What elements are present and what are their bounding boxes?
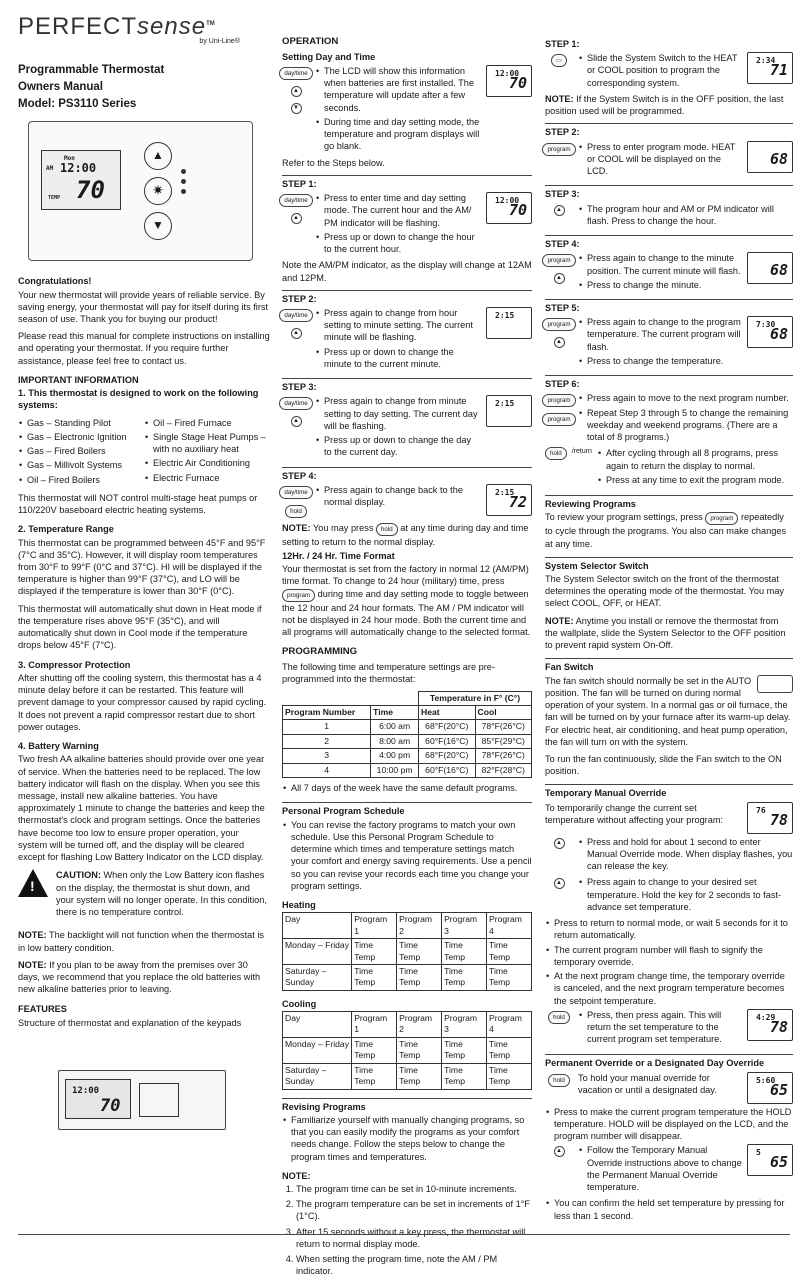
range-p1: This thermostat can be programmed between 45°F and 95°F (7°C and 35°C). However, it will display room temperatures from 30°F to 99°F (0°C and 37°C). HI will be displayed if the temperature is higher than 99°F (37°C), and LO will be displayed if the temperature is lower than 30°F (0°C). bbox=[18, 537, 266, 597]
table-cell: Time Temp bbox=[442, 964, 487, 990]
programming-head: PROGRAMMING bbox=[282, 646, 358, 658]
program-key-icon: program bbox=[705, 512, 738, 525]
temp-list: • Press to return to normal mode, or wait 5 seconds for it to return automatically. • The current program number will flash to signify the temporary override. • At the next program change time, the temporary override is canceled, and the next program temperature becomes the setpoint temperature. bbox=[545, 917, 793, 1007]
list-item: 2. The program temperature can be set in increments of 1°F (1°C). bbox=[296, 1198, 532, 1222]
table-header: Time bbox=[371, 706, 419, 720]
revising-list bbox=[282, 1183, 532, 1278]
lcd-display-icon: 2:34 71 bbox=[747, 52, 793, 84]
cooling-schedule-table bbox=[282, 1011, 532, 1090]
up-arrow-icon: ▲ bbox=[291, 86, 302, 97]
lcd-display-icon: 5:60 65 bbox=[747, 1072, 793, 1104]
op-step3-row: day/time ▲ • Press again to change from minute setting to day setting. The current day will be flashing. • Press up or down to change the day to the current day. 2:15 bbox=[282, 395, 532, 460]
op-step1-row: day/time ▲ • Press to enter time and day setting mode. The current hour and the AM/ PM indicator will be flashing. • Press up or down to change the hour to the current hour. 12:00 70 bbox=[282, 192, 532, 257]
table-cell: 4:00 pm bbox=[371, 749, 419, 763]
prog-step5-head: STEP 5: bbox=[545, 299, 793, 314]
table-header: Program 1 bbox=[352, 1012, 397, 1038]
temp-row2: ▲ • Press again to change to your desired set temperature. Hold the key for 2 seconds to fast-advance set temperature. bbox=[545, 876, 793, 915]
range-p2: This thermostat will automatically shut down in Heat mode if the temperature rises above 95°F (35°C), and will automatically shut down in Cool mode if the temperature drops below 45°F (7°C). bbox=[18, 603, 262, 651]
op-step2-row: day/time ▲ • Press again to change from hour setting to minute setting. The current minute will be flashing. • Press up or down to change the minute to the current minute. 2:15 bbox=[282, 307, 532, 372]
operation-row: day/time ▲ ▼ • The LCD will show this information when batteries are first installed. The temperature will update after a few seconds. • During time and day setting mode, the temperature and program displays will go blank. 12:00 70 bbox=[282, 65, 532, 155]
prog-step4-row: program ▲ • Press again to change to the minute position. The current minute will flash. • Press to change the minute. 68 bbox=[545, 252, 793, 293]
heating-head: Heating bbox=[282, 900, 316, 911]
lcd-display-icon: 2:15 bbox=[486, 307, 532, 339]
features-head: FEATURES bbox=[18, 1004, 67, 1015]
diagram-lcd: 12:00 70 bbox=[65, 1079, 131, 1119]
op-step3-head: STEP 3: bbox=[282, 378, 532, 393]
fan-head: Fan Switch bbox=[545, 658, 793, 673]
table-cell: Time Temp bbox=[487, 1037, 532, 1063]
table-cell: 68°F(20°C) bbox=[419, 720, 475, 734]
system-switch-icon: ▭ bbox=[551, 54, 567, 67]
table-cell: Time Temp bbox=[442, 1063, 487, 1089]
table-cell: Time Temp bbox=[397, 1063, 442, 1089]
updown-arrow-icon: ▲ bbox=[554, 273, 565, 284]
selector-p: The System Selector switch on the front of the thermostat determines the operating mode of the thermostat. You may select COOL, OFF, or HEAT. bbox=[545, 573, 785, 609]
lcd-display-icon: 2:15 72 bbox=[486, 484, 532, 516]
lcd-display-icon: 76 78 bbox=[747, 802, 793, 834]
revising-note: NOTE: bbox=[282, 1170, 311, 1181]
updown-arrow-icon: ▲ bbox=[554, 337, 565, 348]
table-cell: Saturday – Sunday bbox=[283, 964, 352, 990]
congrats-head: Congratulations! bbox=[18, 276, 92, 287]
table-cell: Time Temp bbox=[442, 939, 487, 965]
prog-step2-head: STEP 2: bbox=[545, 123, 793, 138]
lcd-display-icon: 68 bbox=[747, 252, 793, 284]
device-diagram bbox=[58, 1070, 226, 1130]
battery-p: Two fresh AA alkaline batteries should provide over one year of service. When the batteries need to be replaced. The low battery indicator will flash on the display. When you see this message, install new alkaline batteries. You have approximately 1 minute to change the batteries and keep the thermostat's clock and program settings. Once the batteries have become too low to ensure proper operation, your system will be turned off, and the display will be cleared except for flashing Low Battery Indicator on the LCD display. bbox=[18, 754, 265, 863]
systems-list bbox=[18, 417, 270, 488]
default-program-table: Temperature in F° (C°) Program Number Time Heat Cool 1 6:00 am 68°F(20°C) 78°F(26°C) 2 8:00 am 60°F(16°C) 85°F(29°C) 3 4:00 pm 68°F(20°C) 78°F(26°C) 4 10:00 pm 60°F(16°C) 82°F(28°C) bbox=[282, 691, 532, 779]
table-cell: Time Temp bbox=[442, 1037, 487, 1063]
indicator-dot bbox=[181, 189, 186, 194]
prog-step6-head: STEP 6: bbox=[545, 375, 793, 390]
list-item: • Gas – Millivolt Systems bbox=[27, 459, 144, 471]
format-head: 12Hr. / 24 Hr. Time Format bbox=[282, 551, 395, 562]
battery-head: 4. Battery Warning bbox=[18, 741, 99, 752]
table-cell: Monday – Friday bbox=[283, 1037, 352, 1063]
table-cell: Time Temp bbox=[352, 1037, 397, 1063]
op-note: NOTE: You may press hold at any time during day and time setting to return to the normal display. bbox=[282, 522, 529, 547]
updown-arrow-icon: ▲ bbox=[554, 838, 565, 849]
table-cell: 78°F(26°C) bbox=[475, 720, 532, 734]
indicator-dot bbox=[181, 179, 186, 184]
list-item: 3. After 15 seconds without a key press, the thermostat will return to normal display mode. bbox=[296, 1226, 532, 1250]
range-head: 2. Temperature Range bbox=[18, 524, 114, 535]
list-item: • Gas – Electronic Ignition bbox=[27, 431, 144, 443]
hold-key-icon: hold bbox=[548, 1074, 570, 1087]
table-header: Program 2 bbox=[397, 1012, 442, 1038]
table-row bbox=[283, 749, 532, 763]
daytime-key-icon: day/time bbox=[279, 194, 312, 207]
warning-icon: ! bbox=[18, 869, 48, 897]
hold-key-icon: hold bbox=[285, 505, 307, 518]
list-item: 1. The program time can be set in 10-minute increments. bbox=[296, 1183, 532, 1195]
program-key-icon: program bbox=[542, 254, 575, 267]
program-key-icon: program bbox=[542, 394, 575, 407]
table-cell: 60°F(16°C) bbox=[419, 734, 475, 748]
table-cell: 6:00 am bbox=[371, 720, 419, 734]
permanent-head: Permanent Override or a Designated Day Override bbox=[545, 1054, 793, 1069]
updown-arrow-icon: ▲ bbox=[554, 1146, 565, 1157]
program-key-icon: program bbox=[542, 143, 575, 156]
table-cell: 3 bbox=[283, 749, 371, 763]
important-note: This thermostat will NOT control multi-stage heat pumps or 110/220V baseboard electric heating systems. bbox=[18, 492, 258, 516]
personal-p: • You can revise the factory programs to match your own schedule. Use this Personal Program Schedule to determine which times and temperature settings match your comfort and energy saving requirements. Use a pencil so you can revise your records each time you change your program settings. bbox=[291, 819, 532, 892]
table-header: Program 3 bbox=[442, 913, 487, 939]
programming-bullet: • All 7 days of the week have the same default programs. bbox=[291, 782, 532, 794]
op-step2-head: STEP 2: bbox=[282, 290, 532, 305]
indicator-dot bbox=[181, 169, 186, 174]
table-cell: Saturday – Sunday bbox=[283, 1063, 352, 1089]
mode-key-icon: ✷ bbox=[144, 177, 172, 205]
up-key-icon: ▲ bbox=[144, 142, 172, 170]
doc-title: Programmable Thermostat Owners Manual Model: PS3110 Series bbox=[18, 64, 165, 111]
device-lcd: Mon AM 12:00 70 TEMP bbox=[41, 150, 121, 210]
table-header: Day bbox=[283, 913, 352, 939]
selector-head: System Selector Switch bbox=[545, 557, 793, 572]
temp-row3: hold • Press, then press again. This will return the set temperature to the current program set temperature. 4:29 78 bbox=[545, 1009, 793, 1048]
table-header: Program 4 bbox=[487, 1012, 532, 1038]
updown-arrow-icon: ▲ bbox=[554, 878, 565, 889]
perm-row0: hold To hold your manual override for vacation or until a designated day. 5:60 65 bbox=[545, 1072, 793, 1104]
prog-step3-row: ▲ • The program hour and AM or PM indicator will flash. Press to change the hour. bbox=[545, 203, 793, 229]
down-arrow-icon: ▼ bbox=[291, 103, 302, 114]
table-cell: Time Temp bbox=[487, 964, 532, 990]
list-item: • Oil – Fired Furnace bbox=[153, 417, 270, 429]
table-cell: 60°F(16°C) bbox=[419, 763, 475, 777]
table-header: Program 4 bbox=[487, 913, 532, 939]
diagram-keypad bbox=[139, 1083, 179, 1117]
table-header: Program 3 bbox=[442, 1012, 487, 1038]
prog-step1-note: NOTE: If the System Switch is in the OFF position, the last position used will be programmed. bbox=[545, 93, 784, 117]
table-cell: Time Temp bbox=[487, 1063, 532, 1089]
reviewing-head: Reviewing Programs bbox=[545, 495, 793, 510]
revising-p: • Familiarize yourself with manually changing programs, so that you can easily modify the programs as your comfort needs change. Follow the steps below to change the program times and temperatures. bbox=[291, 1114, 532, 1163]
table-row bbox=[283, 720, 532, 734]
table-cell: 2 bbox=[283, 734, 371, 748]
fan-switch-icon bbox=[757, 675, 793, 693]
list-item: • Gas – Standing Pilot bbox=[27, 417, 144, 429]
table-header: Program 1 bbox=[352, 913, 397, 939]
revising-head: Revising Programs bbox=[282, 1098, 532, 1113]
fan-p1: The fan switch should normally be set in the AUTO position. The fan will be turned on during normal operation of your system. In a normal gas or oil furnace, the fan will be turned on by your furnace after its warm-up delay. For electric heat, air conditioning, and heat pump operation, the fan will turn on with the system. bbox=[545, 675, 793, 748]
daytime-key-icon: day/time bbox=[279, 486, 312, 499]
operation-ref: Refer to the Steps below. bbox=[282, 157, 385, 168]
features-sub: Structure of thermostat and explanation of the keypads bbox=[18, 1017, 242, 1028]
list-item: • Oil – Fired Boilers bbox=[27, 474, 144, 486]
note-away: NOTE: If you plan to be away from the premises over 30 days, we recommend that you replace the old batteries with new alkaline batteries prior to leaving. bbox=[18, 959, 261, 995]
programming-p: The following time and temperature settings are pre-programmed into the thermostat: bbox=[282, 662, 495, 685]
program-key-icon: program bbox=[282, 589, 315, 602]
format-p: Your thermostat is set from the factory in normal 12 (AM/PM) time format. To change to 24 hour (military) time, press program during time and day setting mode to toggle between the 12 hour and 24 hour formats. The AM / PM indicator will not be displayed in 24 hour mode. Both the current time and all programs will automatically change to the selected format. bbox=[282, 564, 531, 638]
list-item: • Gas – Fired Boilers bbox=[27, 445, 144, 457]
op-step1-head: STEP 1: bbox=[282, 175, 532, 190]
selector-note: NOTE: Anytime you install or remove the thermostat from the wallplate, slide the System Selector to the OFF position to prevent rapid system On-Off. bbox=[545, 615, 786, 651]
op-step4-head: STEP 4: bbox=[282, 467, 532, 482]
list-item: • Electric Air Conditioning bbox=[153, 457, 270, 469]
prog-step5-row: program ▲ • Press again to change to the program temperature. The current program will flash. • Press to change the temperature. 7:30 68 bbox=[545, 316, 793, 369]
daytime-key-icon: day/time bbox=[279, 397, 312, 410]
logo-byline: by Uni-Line® bbox=[199, 38, 240, 45]
fan-p2: To run the fan continuously, slide the Fan switch to the ON position. bbox=[545, 754, 782, 777]
compressor-head: 3. Compressor Protection bbox=[18, 659, 131, 670]
table-cell: Time Temp bbox=[397, 964, 442, 990]
table-cell: Time Temp bbox=[397, 939, 442, 965]
prog-step4-head: STEP 4: bbox=[545, 235, 793, 250]
table-header: Heat bbox=[419, 706, 475, 720]
thermostat-illustration bbox=[28, 121, 253, 261]
down-key-icon: ▼ bbox=[144, 212, 172, 240]
cooling-head: Cooling bbox=[282, 998, 317, 1009]
important-sub: 1. This thermostat is designed to work on the following systems: bbox=[18, 388, 259, 411]
logo: PERFECTsense™ bbox=[18, 13, 215, 40]
prog-step2-row: program • Press to enter program mode. HEAT or COOL will be displayed on the LCD. 68 bbox=[545, 141, 793, 180]
table-cell: Time Temp bbox=[397, 1037, 442, 1063]
prog-step1-row: ▭ • Slide the System Switch to the HEAT or COOL position to program the corresponding system. 2:34 71 bbox=[545, 52, 793, 91]
table-header: Program Number bbox=[283, 706, 371, 720]
daytime-key-icon: day/time bbox=[279, 67, 312, 80]
op-step1-note: Note the AM/PM indicator, as the display will change at 12AM and 12PM. bbox=[282, 260, 532, 283]
table-cell: 85°F(29°C) bbox=[475, 734, 532, 748]
table-cell: Time Temp bbox=[352, 964, 397, 990]
table-header: Program 2 bbox=[397, 913, 442, 939]
lcd-display-icon: 12:00 70 bbox=[486, 65, 532, 97]
table-cell: 4 bbox=[283, 763, 371, 777]
lcd-display-icon: 7:30 68 bbox=[747, 316, 793, 348]
prog-step6-row: program program • Press again to move to the next program number. • Repeat Step 3 through 5 to change the remaining weekday and weekend programs. (There are a total of 8 programs.) bbox=[545, 392, 793, 445]
lcd-display-icon: 2:15 bbox=[486, 395, 532, 427]
temporary-head: Temporary Manual Override bbox=[545, 784, 793, 799]
list-item: • Single Stage Heat Pumps – with no auxiliary heat bbox=[153, 431, 270, 455]
updown-arrow-icon: ▲ bbox=[291, 416, 302, 427]
lcd-display-icon: 68 bbox=[747, 141, 793, 173]
temp-row1: ▲ • Press and hold for about 1 second to enter Manual Override mode. When display flashes, you can release the key. bbox=[545, 836, 793, 875]
table-row bbox=[283, 763, 532, 777]
hold-key-icon: hold bbox=[376, 523, 398, 536]
table-cell: Monday – Friday bbox=[283, 939, 352, 965]
table-cell: Time Temp bbox=[487, 939, 532, 965]
table-header: Cool bbox=[475, 706, 532, 720]
column-left bbox=[18, 0, 270, 1144]
table-cell: Time Temp bbox=[352, 939, 397, 965]
hold-key-icon: hold bbox=[545, 447, 567, 460]
lcd-display-icon: 5 65 bbox=[747, 1144, 793, 1176]
updown-arrow-icon: ▲ bbox=[554, 205, 565, 216]
program-key-icon: program bbox=[542, 318, 575, 331]
op-step4-row: day/time hold • Press again to change back to the normal display. 2:15 72 bbox=[282, 484, 532, 518]
temp-row0: To temporarily change the current set temperature without affecting your program: 76 78 bbox=[545, 802, 793, 834]
list-item: 4. When setting the program time, note the AM / PM indicator. bbox=[296, 1253, 532, 1277]
table-cell: 82°F(28°C) bbox=[475, 763, 532, 777]
perm-list2: • You can confirm the held set temperature by pressing for less than 1 second. bbox=[545, 1197, 793, 1221]
keypad-diagram bbox=[18, 1034, 270, 1144]
prog-step6-row2: hold /return • After cycling through all 8 programs, press again to return the display to normal. • Press at any time to exit the program mode. bbox=[545, 447, 793, 488]
footer-rule bbox=[18, 1234, 790, 1235]
column-middle bbox=[282, 0, 532, 1281]
updown-arrow-icon: ▲ bbox=[291, 328, 302, 339]
hold-key-icon: hold bbox=[548, 1011, 570, 1024]
list-item: • Electric Furnace bbox=[153, 472, 270, 484]
caution-block: ! CAUTION: When only the Low Battery icon flashes on the display, the thermostat is shut down, and your system will no longer operate. In this condition, there is no temperature control. bbox=[18, 869, 270, 923]
updown-arrow-icon: ▲ bbox=[291, 213, 302, 224]
note-backlight: NOTE: The backlight will not function when the thermostat is in low battery condition. bbox=[18, 930, 264, 953]
table-cell: 1 bbox=[283, 720, 371, 734]
compressor-p: After shutting off the cooling system, this thermostat has a 4 minute delay before it can be restarted. This feature will prevent damage to your compressor caused by rapid cycling. It does not prevent a rapid compressor restart due to short power outages. bbox=[18, 672, 267, 732]
perm-list: • Press to make the current program temperature the HOLD temperature. HOLD will be displayed on the LCD, and the program number will disappear. bbox=[545, 1106, 793, 1143]
daytime-key-icon: day/time bbox=[279, 309, 312, 322]
table-cell: 78°F(26°C) bbox=[475, 749, 532, 763]
table-row bbox=[283, 734, 532, 748]
prog-step1-head: STEP 1: bbox=[545, 39, 580, 49]
program-key-icon: program bbox=[542, 413, 575, 426]
personal-head: Personal Program Schedule bbox=[282, 802, 532, 817]
table-cell: 10:00 pm bbox=[371, 763, 419, 777]
operation-sub: Setting Day and Time bbox=[282, 51, 376, 62]
lcd-display-icon: 12:00 70 bbox=[486, 192, 532, 224]
lcd-display-icon: 4:29 78 bbox=[747, 1009, 793, 1041]
perm-row1: ▲ • Follow the Temporary Manual Override instructions above to change the Permanent Manual Override temperature. 5 65 bbox=[545, 1144, 793, 1195]
congrats-p2: Please read this manual for complete instructions on installing and operating your thermostat. If you require further assistance, please feel free to contact us. bbox=[18, 331, 270, 366]
column-right bbox=[545, 0, 793, 1224]
operation-head: OPERATION bbox=[282, 36, 339, 47]
prog-step3-head: STEP 3: bbox=[545, 185, 793, 200]
heating-schedule-table bbox=[282, 912, 532, 991]
table-header: Day bbox=[283, 1012, 352, 1038]
table-cell: Time Temp bbox=[352, 1063, 397, 1089]
important-head: IMPORTANT INFORMATION bbox=[18, 374, 139, 385]
congrats-p1: Your new thermostat will provide years of reliable service. By saving energy, your thermostat will pay for itself during its first season of use. Thank you for buying our product! bbox=[18, 289, 269, 324]
reviewing-p: To review your program settings, press program repeatedly to cycle through the programs. You also can make changes at any time. bbox=[545, 512, 787, 549]
table-cell: 8:00 am bbox=[371, 734, 419, 748]
table-cell: 68°F(20°C) bbox=[419, 749, 475, 763]
